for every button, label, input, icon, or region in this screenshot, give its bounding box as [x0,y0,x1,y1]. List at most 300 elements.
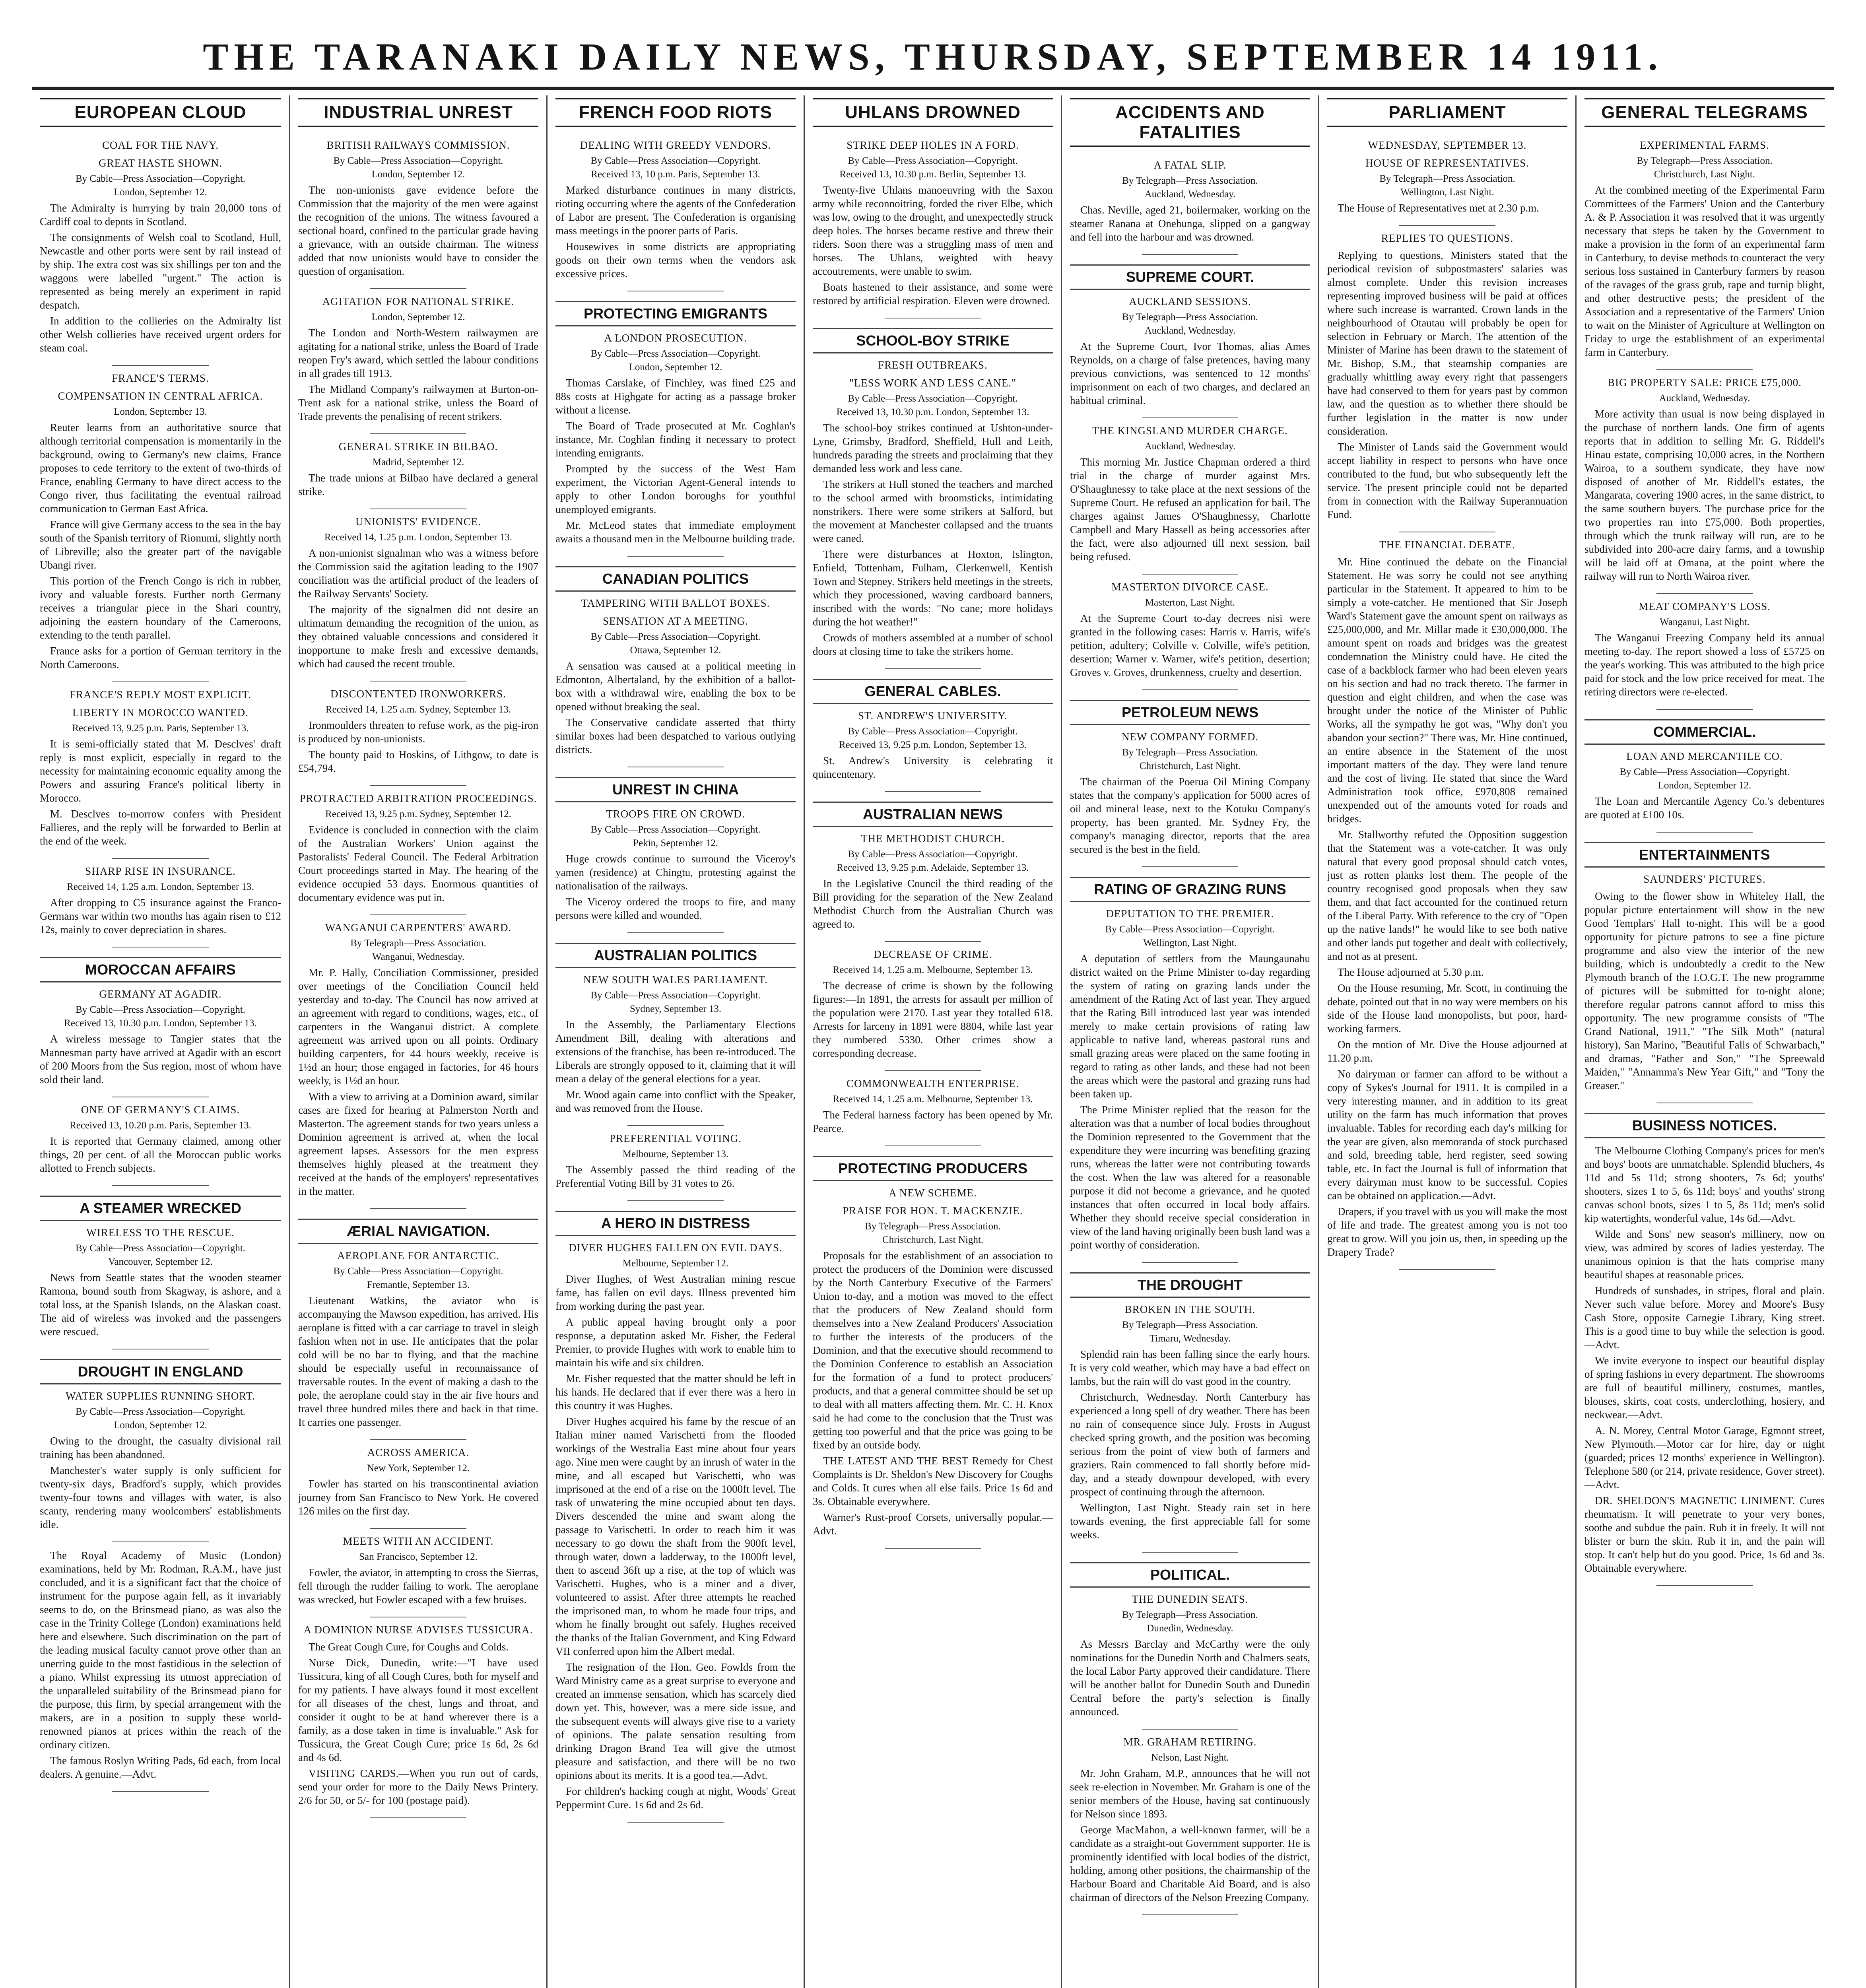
article-dateline: Christchurch, Last Night. [1139,761,1241,771]
article-subhead: WANGANUI CARPENTERS' AWARD. [325,922,512,934]
article-subhead: TAMPERING WITH BALLOT BOXES. [581,597,770,609]
article-subhead: DISCONTENTED IRONWORKERS. [330,688,506,700]
article-paragraph: The Admiralty is hurrying by train 20,000 tons of Cardiff coal to depots in Scotland. [40,202,281,227]
article-dateline: Received 13, 9.25 p.m. Adelaide, September 13. [837,862,1029,873]
article-headline: THE DROUGHT [1070,1272,1310,1298]
article-divider [370,1208,466,1209]
article-dateline: Melbourne, September 13. [622,1149,729,1159]
news-article [40,689,281,848]
article-paragraph: The Royal Academy of Music (London) examinations, held by Mr. Rodman, R.A.M., have just concluded, and it is a significant fact that the choice of instrument for the purpose again fell, as it invariably seems to do, on the Brinsmead piano, as was also the case in the Trinity College (London) examinations held here and elsewhere. Such discrimination on the part of the leading musical faculty cannot prove other than an unerring guide to the most fastidious in the selection of a piano. Whilst expressing its utmost appreciation of the unparalleled suitability of the Brinsmead piano for the purpose, this firm, by special arrangement with the makers, are in a position to supply these world-renowned pianos at prices within the reach of the ordinary citizen. [40,1549,281,1751]
article-divider [370,1439,466,1440]
article-headline: PETROLEUM NEWS [1070,700,1310,725]
article-dateline: Received 13, 10.30 p.m. Berlin, September 13. [839,169,1026,180]
article-divider [885,1548,981,1549]
news-article [40,1359,281,1531]
article-paragraph: The bounty paid to Hoskins, of Lithgow, to date is £54,794. [298,749,538,774]
news-article [1070,264,1310,407]
article-byline: By Telegraph—Press Association. [1122,312,1258,322]
column-heading: INDUSTRIAL UNREST [298,98,538,127]
article-dateline: London, September 12. [1658,780,1751,791]
article-paragraph: Mr. Wood again came into conflict with the Speaker, and was removed from the House. [555,1089,796,1114]
article-headline: DROUGHT IN ENGLAND [40,1359,281,1384]
news-article [1327,232,1567,521]
article-subhead: ST. ANDREW'S UNIVERSITY. [858,710,1008,722]
article-paragraph: No dairyman or farmer can afford to be without a copy of Sykes's Journal for 1911. It is compiled in a very interesting manner, and in addition to its great utility on the farm has much information that proves invaluable. Tables for recording each day's milking for the year are given, also memoranda of stock purchased and sold, breeding table, herd register, seed sowing table, etc. In fact the Journal is full of information that every dairyman must know to be successful. Copies can be obtained on application.—Advt. [1327,1068,1567,1202]
article-paragraph: The Midland Company's railwaymen at Burton-on-Trent ask for a national strike, unless the Board of Trade prevents the penalising of recent strikers. [298,383,538,422]
article-dateline: London, September 12. [629,362,722,373]
article-paragraph: DR. SHELDON'S MAGNETIC LINIMENT. Cures rheumatism. It will penetrate to your very bones, soothe and subdue the pain. Rub it in freely. It will not blister or burn the skin. Rub it in, and the pain will stop. It can't help but do you good. Price, 1s 6d and 3s. Obtainable everywhere. [1584,1495,1825,1574]
article-divider [1399,1269,1495,1270]
article-headline: BUSINESS NOTICES. [1584,1113,1825,1138]
news-article [1584,719,1825,821]
article-paragraph: It is semi-officially stated that M. Desclves' draft reply is most explicit, especially in regard to the necessity for maintaining economic equality among the Powers and assuring France's political liberty in Morocco. [40,738,281,804]
article-subhead: FRANCE'S REPLY MOST EXPLICIT. [70,689,251,701]
article-divider [627,1822,724,1823]
article-dateline: Masterton, Last Night. [1145,597,1235,608]
article-dateline: Wanganui, Last Night. [1660,617,1749,627]
article-byline: By Cable—Press Association—Copyright. [848,393,1018,404]
news-column [804,95,1061,1988]
article-paragraph: The Minister of Lands said the Government would accept liability in respect to persons who have once contributed to the fund, but who subsequently left the service. The present principle could not be departed from in connection with the Railway Superannuation Fund. [1327,441,1567,520]
article-byline: By Telegraph—Press Association. [1379,173,1515,184]
article-paragraph: Fowler, the aviator, in attempting to cross the Sierras, fell through the rudder failing to work. The aeroplane was wrecked, but Fowler escaped with a few bruises. [298,1567,538,1606]
column-heading: PARLIAMENT [1327,98,1567,127]
article-paragraph: Thomas Carslake, of Finchley, was fined £25 and 88s costs at Highgate for acting as a passage broker without a license. [555,377,796,416]
column-heading: UHLANS DROWNED [813,98,1053,127]
article-dateline: Christchurch, Last Night. [1654,169,1755,180]
article-paragraph: Drapers, if you travel with us you will make the most of life and trade. The greatest among you is not too great to grow. Will you join us, then, in speeding up the Drapery Trade? [1327,1206,1567,1258]
article-paragraph: M. Desclves to-morrow confers with President Fallieres, and the reply will be forwarded to Berlin at the end of the week. [40,808,281,847]
article-divider [627,1125,724,1126]
article-subhead: GREAT HASTE SHOWN. [99,157,222,169]
article-headline: SCHOOL-BOY STRIKE [813,328,1053,353]
news-article [298,516,538,670]
article-paragraph: As Messrs Barclay and McCarthy were the only nominations for the Dunedin North and Chalmers seats, the local Labor Party approved their candidature. There will be another ballot for Dunedin South and Dunedin Central before the party's selection is finally announced. [1070,1638,1310,1718]
news-article [298,441,538,498]
article-dateline: London, September 12. [114,187,207,198]
article-divider [370,288,466,289]
article-subhead: WEDNESDAY, SEPTEMBER 13. [1368,139,1527,151]
article-paragraph: At the Supreme Court, Ivor Thomas, alias Ames Reynolds, on a charge of false pretences, having many previous convictions, was sentenced to 12 months' imprisonment on each of two charges, and declared an habitual criminal. [1070,340,1310,406]
article-subhead: MASTERTON DIVORCE CASE. [1111,581,1269,593]
article-paragraph: France asks for a portion of German territory in the North Cameroons. [40,645,281,670]
column-heading: ACCIDENTS AND FATALITIES [1070,98,1310,147]
article-paragraph: Fowler has started on his transcontinental aviation journey from San Francisco to New York. He covered 126 miles on the first day. [298,1478,538,1517]
article-dateline: Wellington, Last Night. [1400,187,1494,198]
article-byline: By Cable—Press Association—Copyright. [1619,767,1790,777]
article-paragraph: More activity than usual is now being displayed in the purchase of northern lands. One firm of agents reports that in addition to selling Mr. G. Riddell's Hinau estate, comprising 10,000 acres, in the Northern Wairoa, to a southern syndicate, they have now disposed of another of Mr. Riddell's estates, the Mangarata, covering 1900 acres, in the same district, to the same southern buyers. The purchase price for the two properties ran into £75,000. Both properties, through which the trunk railway will run, are to be subdivided into 200-acre dairy farms, and a township will be laid off at Omana, at the point where the railway will run to North Wairoa river. [1584,408,1825,582]
article-paragraph: Christchurch, Wednesday. North Canterbury has experienced a long spell of dry weather. There has been no rain of consequence since July. Frosts in August checked spring growth, and the position was becoming serious from the point of view both of farmers and graziers. Rain commenced to fall shortly before mid-day, and a steady downpour developed, with every prospect of continuing through the afternoon. [1070,1391,1310,1498]
article-subhead: LOAN AND MERCANTILE CO. [1626,750,1783,762]
news-article [555,1132,796,1190]
news-article [298,1624,538,1807]
article-subhead: BIG PROPERTY SALE: PRICE £75,000. [1608,377,1802,388]
article-byline: By Cable—Press Association—Copyright. [75,1004,246,1015]
article-paragraph: The chairman of the Poerua Oil Mining Company states that the company's application for 5000 acres of oil and mineral lease, next to the Kotuku Company's property, has been granted. Mr. Sydney Fry, the company's managing director, reports that the area secured is the best in the field. [1070,776,1310,855]
article-divider [627,932,724,933]
article-headline: COMMERCIAL. [1584,719,1825,745]
article-paragraph: France will give Germany access to the sea in the bay south of the Spanish territory of Rionumi, slightly north of Libreville; also the greater part of the navigable Ubangi river. [40,518,281,571]
article-paragraph: Twenty-five Uhlans manoeuvring with the Saxon army while reconnoitring, forded the river Elbe, which was low, owing to the drought, and unexpectedly struck deep holes. The horses became restive and threw their riders. Soon there was a struggling mass of men and horses. The Uhlans, weighted with heavy accoutrements, were unable to swim. [813,184,1053,277]
article-dateline: London, September 12. [114,1420,207,1431]
article-dateline: London, September 13. [114,406,207,417]
article-subhead: WIRELESS TO THE RESCUE. [86,1227,235,1239]
article-byline: By Cable—Press Association—Copyright. [75,1243,246,1254]
article-paragraph: Manchester's water supply is only sufficient for twenty-six days, Bradford's supply, which provides twenty-four towns and villages with water, is also scanty, rendering many woolcombers' establishments idle. [40,1464,281,1530]
news-article [1584,842,1825,1092]
article-subhead: SENSATION AT A MEETING. [602,615,749,627]
article-dateline: Received 14, 1.25 a.m. London, September 13. [67,881,254,892]
news-article [1070,425,1310,563]
article-paragraph: In addition to the collieries on the Admiralty list other Welsh collieries have received urgent orders for steam coal. [40,315,281,354]
column-heading: GENERAL TELEGRAMS [1584,98,1825,127]
news-article [1070,1272,1310,1541]
article-dateline: Received 14, 1.25 a.m. Sydney, September 13. [325,704,511,715]
article-paragraph: News from Seattle states that the wooden steamer Ramona, bound south from Skagway, is ashore, and a total loss, at the Spanish Islands, on the Alaskan coast. The aid of wireless was invoked and the passengers were rescued. [40,1272,281,1338]
article-headline: RATING OF GRAZING RUNS [1070,877,1310,902]
news-article [40,1196,281,1338]
article-paragraph: The London and North-Western railwaymen are agitating for a national strike, unless the Board of Trade reopen Fry's award, which settled the labour conditions in all grades till 1913. [298,327,538,379]
article-headline: AUSTRALIAN NEWS [813,802,1053,827]
article-paragraph: The consignments of Welsh coal to Scotland, Hull, Newcastle and other ports were sent by rail instead of by ship. The extra cost was six shillings per ton and the waggons were labelled "urgent." The action is represented as being merely an experiment in rapid despatch. [40,231,281,311]
article-paragraph: Crowds of mothers assembled at a number of school doors at closing time to take the strikers home. [813,632,1053,657]
article-byline: By Telegraph—Press Association. [350,938,486,949]
article-divider [1142,689,1238,690]
article-byline: By Telegraph—Press Association. [1122,747,1258,758]
article-subhead: COMMONWEALTH ENTERPRISE. [846,1077,1019,1089]
article-headline: A HERO IN DISTRESS [555,1211,796,1236]
news-column [546,95,804,1988]
article-paragraph: Huge crowds continue to surround the Viceroy's yamen (residence) at Chingtu, protesting against the nationalisation of the railways. [555,853,796,892]
article-divider [1142,1914,1238,1915]
article-byline: By Cable—Press Association—Copyright. [590,348,761,359]
news-column [1318,95,1575,1988]
article-paragraph: The school-boy strikes continued at Ushton-under-Lyne, Grimsby, Bradford, Sheffield, Hull and Leith, hundreds parading the streets and proclaiming that they demanded less work and less cane. [813,422,1053,474]
article-subhead: BROKEN IN THE SOUTH. [1124,1303,1256,1315]
article-subhead: GERMANY AT AGADIR. [99,988,222,1000]
article-byline: By Cable—Press Association—Copyright. [590,631,761,642]
article-divider [112,681,209,682]
news-article [555,566,796,756]
news-article [1070,1562,1310,1718]
article-paragraph: Mr. Hine continued the debate on the Financial Statement. He was sorry he could not see anything particular in the Statement. It appeared to him to be simply a vote-catcher. He mentioned that Sir Joseph Ward's Statement gave the amount spent on railways as £25,000,000, and Mr. Millar made it £30,000,000. The amount spent on roads and bridges was the greatest condemnation the Ministry could have. He cited the case of a backblock farmer who had been eleven years on his section and had no track thereto. The farmer in question and eight children, and when the case was brought under the notice of the Minister of Public Works, all the sympathy he got was, "Why don't you abandon your section?" There was, Mr. Hine continued, an entire absence in the Statement of the most important matters of the day. They were land tenure and the cost of living. He stated that since the Ward Administration took office, £970,808 remained unexpended out of the amounts voted for roads and bridges. [1327,556,1567,825]
article-subhead: PREFERENTIAL VOTING. [610,1132,742,1144]
article-divider [1656,709,1753,710]
news-article [298,1219,538,1429]
article-divider [627,1200,724,1201]
article-divider [885,941,981,942]
article-paragraph: Diver Hughes acquired his fame by the rescue of an Italian miner named Varischetti from the flooded workings of the Westralia East mine about four years ago. Nine men were caught by an inrush of water in the mine, and all escaped but Varischetti, who was imprisoned at the end of a rise on the 1000ft level. The task of unwatering the mine occupied about ten days. Divers descended the mine and swam along the passage to Varischetti. In order to reach him it was necessary to go down the shaft from the 900ft level, through water, down a ladderway, to the 1000ft level, then to ascend 36ft up a rise, at the top of which was Varischetti. Hughes, who is a miner and a diver, volunteered to assist. After three attempts he reached the imprisoned man, to whom he made four trips, and whom he finally brought out safely. Hughes received the thanks of the Italian Government, and King Edward VII conferred upon him the Albert medal. [555,1415,796,1657]
article-paragraph: Warner's Rust-proof Corsets, universally popular.—Advt. [813,1511,1053,1537]
article-subhead: HOUSE OF REPRESENTATIVES. [1365,157,1530,169]
article-divider [112,858,209,859]
article-byline: By Cable—Press Association—Copyright. [848,849,1018,860]
article-headline: CANADIAN POLITICS [555,566,796,592]
article-paragraph: The Federal harness factory has been opened by Mr. Pearce. [813,1109,1053,1134]
article-subhead: MR. GRAHAM RETIRING. [1123,1736,1257,1748]
article-paragraph: Owing to the drought, the casualty divisional rail training has been abandoned. [40,1435,281,1460]
article-divider [1142,1552,1238,1553]
newspaper-title: THE TARANAKI DAILY NEWS, THURSDAY, SEPTEMBER 14 1911. [203,35,1663,78]
article-subhead: DEALING WITH GREEDY VENDORS. [580,139,771,151]
column-heading: EUROPEAN CLOUD [40,98,281,127]
article-paragraph: In the Legislative Council the third reading of the Bill providing for the separation of the New Zealand Methodist Church from the Australian Church was agreed to. [813,878,1053,930]
article-paragraph: A. N. Morey, Central Motor Garage, Egmont street, New Plymouth.—Motor car for hire, day or night (guarded; prices 12 months' experience in Wellington). Telephone 580 (or 214, private residence, Gover street).—Advt. [1584,1425,1825,1491]
article-paragraph: Wilde and Sons' new season's millinery, now on view, was admired by scores of ladies yesterday. The unanimous opinion is that the hats comprise many beautiful shapes at reasonable prices. [1584,1228,1825,1281]
article-paragraph: The Conservative candidate asserted that thirty similar boxes had been despatched to various outlying districts. [555,716,796,755]
article-subhead: A DOMINION NURSE ADVISES TUSSICURA. [303,1624,533,1636]
article-byline: By Telegraph—Press Association. [1637,155,1773,166]
article-paragraph: Prompted by the success of the West Ham experiment, the Victorian Agent-General intends to apply to other London boroughs for youthful unemployed emigrants. [555,463,796,515]
article-dateline: Fremantle, September 13. [367,1279,470,1290]
article-dateline: Received 14, 1.25 a.m. Melbourne, September 13. [833,1094,1033,1105]
article-paragraph: The famous Roslyn Writing Pads, 6d each, from local dealers. A genuine.—Advt. [40,1755,281,1780]
news-article [298,688,538,775]
article-divider [885,668,981,669]
article-byline: By Cable—Press Association—Copyright. [590,824,761,835]
article-subhead: GENERAL STRIKE IN BILBAO. [338,441,498,452]
article-paragraph: The House of Representatives met at 2.30 p.m. [1338,202,1539,214]
article-dateline: Wanganui, Wednesday. [372,951,465,962]
article-divider [1656,593,1753,594]
article-subhead: TROOPS FIRE ON CROWD. [606,808,745,820]
article-subhead: REPLIES TO QUESTIONS. [1381,232,1514,244]
news-article [298,792,538,904]
article-paragraph: After dropping to C5 insurance against the Franco-Germans war within two months has again risen to £12 12s, mainly to cover depreciation in shares. [40,897,281,936]
article-byline: By Cable—Press Association—Copyright. [848,726,1018,737]
article-paragraph: There were disturbances at Hoxton, Islington, Enfield, Tottenham, Fulham, Clerkenwell, Kentish Town and Stepney. Strikers held meetings in the streets, which they processioned, waving cardboard banners, inscribed with the words: "No cane; more holidays during the hot weather!" [813,548,1053,628]
article-subhead: THE DUNEDIN SEATS. [1132,1593,1249,1605]
article-paragraph: The majority of the signalmen did not desire an ultimatum demanding the recognition of the union, as they obtained valuable concessions and considered it inopportune to make fresh and excessive demands, which had caused the recent trouble. [298,604,538,670]
news-article [813,1156,1053,1538]
news-article [555,1211,796,1811]
article-subhead: "LESS WORK AND LESS CANE." [849,377,1017,389]
article-paragraph: The Assembly passed the third reading of the Preferential Voting Bill by 31 votes to 26. [555,1164,796,1189]
article-subhead: A FATAL SLIP. [1153,159,1227,171]
article-divider [112,1185,209,1186]
news-article [298,1535,538,1606]
article-byline: By Cable—Press Association—Copyright. [333,1266,503,1277]
article-subhead: THE KINGSLAND MURDER CHARGE. [1092,425,1288,437]
article-subhead: THE METHODIST CHURCH. [861,833,1005,845]
article-headline: GENERAL CABLES. [813,679,1053,704]
article-dateline: Received 14, 1.25 p.m. London, September 13. [324,532,513,543]
article-divider [885,1145,981,1146]
article-byline: By Cable—Press Association—Copyright. [75,1406,246,1417]
article-paragraph: The non-unionists gave evidence before the Commission that the majority of the men were against the recognition of the unions. The witness favoured a sectional board, confined to the particular grade having a grievance, with an outside chairman. The witness added that now unionists would have to consider the question of organisation. [298,184,538,277]
article-paragraph: Mr. McLeod states that immediate employment awaits a thousand men in the Melbourne building trade. [555,519,796,545]
article-paragraph: The House adjourned at 5.30 p.m. [1338,966,1484,978]
article-byline: By Cable—Press Association—Copyright. [590,155,761,166]
article-paragraph: The Great Cough Cure, for Coughs and Colds. [309,1641,509,1653]
news-article [40,139,281,355]
article-paragraph: Hundreds of sunshades, in stripes, floral and plain. Never such value before. Morey and Moore's Busy Cash Store, opposite Carnegie Library, King street. This is a good time to buy while the selection is good.—Advt. [1584,1285,1825,1351]
news-article [40,957,281,1086]
news-article [1070,159,1310,244]
article-dateline: Received 14, 1.25 a.m. Melbourne, September 13. [833,965,1033,975]
article-paragraph: It is reported that Germany claimed, among other things, 20 per cent. of all the Moroccan public works allotted to French subjects. [40,1135,281,1174]
article-paragraph: Reuter learns from an authoritative source that although territorial compensation is momentarily in the background, owing to Germany's new claims, France proposes to cede territory to the extent of two-thirds of France, enabling Germany to have direct access to the Congo river, thus facilitating the eventual railroad communication to German East Africa. [40,421,281,514]
news-article [813,948,1053,1060]
article-divider [370,1817,466,1818]
news-article [40,372,281,671]
article-paragraph: In the Assembly, the Parliamentary Elections Amendment Bill, dealing with alterations and extensions of the franchise, has been re-introduced. The Liberals are strongly opposed to it, claiming that it will mean a delay of the general elections for a year. [555,1019,796,1085]
article-subhead: FRANCE'S TERMS. [112,372,209,384]
article-paragraph: Proposals for the establishment of an association to protect the producers of the Dominion were discussed by the North Canterbury Executive of the Farmers' Union to-day, and a motion was moved to the effect that the producers of New Zealand should form themselves into a New Zealand Producers' Association to further the interests of the producers of the Dominion, and that the executive should recommend to the Dominion Conference to establish an Association for the formation of a fund to protect producers' products, and that a general committee should be set up to deal with all matters affecting them. Mr. C. H. Knox said he had come to the conclusion that the Trust was getting too powerful and that the price was going to be fixed by an outside body. [813,1250,1053,1451]
news-article [40,1104,281,1175]
article-byline: By Telegraph—Press Association. [1122,1320,1258,1330]
article-byline: By Cable—Press Association—Copyright. [1105,924,1275,935]
article-divider [1142,574,1238,575]
article-paragraph: The Loan and Mercantile Agency Co.'s debentures are quoted at £100 10s. [1584,795,1825,821]
article-paragraph: A public appeal having brought only a poor response, a deputation asked Mr. Fisher, the Federal Premier, to provide Hughes with work to enable him to maintain his wife and six children. [555,1316,796,1369]
article-dateline: Madrid, September 12. [372,457,464,468]
article-divider [112,1541,209,1542]
article-paragraph: With a view to arriving at a Dominion award, similar cases are fixed for hearing at Palmerston North and Masterton. The agreement stands for two years unless a Dominion agreement is arrived at, when the local agreement lapses. Assessors for the men express themselves highly pleased at the treatment they received at the hands of the employers' representatives in the matter. [298,1091,538,1197]
article-divider [370,1528,466,1529]
article-subhead: SAUNDERS' PICTURES. [1643,873,1766,885]
article-paragraph: Mr. Stallworthy refuted the Opposition suggestion that the Statement was a vote-catcher. It was only natural that every good proposal should catch votes, just as rotten planks lost them. The people of the country recognised good proposals when they saw them, and that fact accounted for the continued return of the Liberal Party. With reference to the cry of "Open up the native lands!" he would like to see both native and other lands put together and dealt with collectively, and not as at present. [1327,829,1567,962]
article-headline: ÆRIAL NAVIGATION. [298,1219,538,1244]
article-paragraph: St. Andrew's University is celebrating it quincentenary. [813,755,1053,780]
article-dateline: Received 13, 10.30 p.m. London, September 13. [64,1018,257,1029]
article-paragraph: Splendid rain has been falling since the early hours. It is very cold weather, which may have a bad effect on lambs, but the rain will do vast good in the country. [1070,1348,1310,1387]
article-paragraph: We invite everyone to inspect our beautiful display of spring fashions in every department. The showrooms are full of beautiful millinery, costumes, mantles, blouses, skirts, coat costs, underclothing, hosiery, and neckwear.—Advt. [1584,1355,1825,1421]
article-dateline: Wellington, Last Night. [1143,938,1237,948]
article-subhead: STRIKE DEEP HOLES IN A FORD. [847,139,1019,151]
article-dateline: London, September 12. [371,312,465,322]
article-paragraph: Replying to questions, Ministers stated that the periodical revision of subpostmasters' salaries was almost complete. Under this revision increases representing improved business will be paid at offices where such increase is warranted. Crown lands in the neighbourhood of Otautau will probably be open for selection in February or March. The attention of the Minister of Marine has been drawn to the statement of Mr. Bishop, S.M., that steamship companies are gradually whittling away every right that passengers have had conserved to them for years past by common law, and the question as to whether there should be further legislation in the matter is now under consideration. [1327,249,1567,437]
article-paragraph: The resignation of the Hon. Geo. Fowlds from the Ward Ministry came as a great surprise to everyone and created an immense sensation, which has scarcely died down yet. This, however, was a mere side issue, and the subsequent events will always give rise to a variety of opinions. The palate sensation resulting from drinking Dragon Brand Tea will give the utmost pleasure and satisfaction, and there will be no two opinions about its merits. It is a good tea.—Advt. [555,1661,796,1781]
article-paragraph: Marked disturbance continues in many districts, rioting occurring where the agents of the Confederation of Labor are present. The Confederation is organising mass meetings in the poorer parts of Paris. [555,184,796,237]
news-article [1584,139,1825,359]
article-headline: MOROCCAN AFFAIRS [40,957,281,982]
article-paragraph: Mr. John Graham, M.P., announces that he will not seek re-election in November. Mr. Graham is one of the senior members of the House, having sat continuously for Nelson since 1893. [1070,1767,1310,1820]
masthead [32,31,1834,90]
article-paragraph: Wellington, Last Night. Steady rain set in here towards evening, the first appreciable fall for some weeks. [1070,1502,1310,1541]
article-subhead: ONE OF GERMANY'S CLAIMS. [81,1104,240,1116]
column-heading: FRENCH FOOD RIOTS [555,98,796,127]
news-article [1584,377,1825,583]
column-container [32,95,1834,1988]
article-paragraph: At the Supreme Court to-day decrees nisi were granted in the following cases: Harris v. Harris, wife's petition, adultery; Colville v. Colville, wife's petition, desertion; Warner v. Warner, wife's petition, desertion; Groves v. Groves, drunkenness, cruelty and desertion. [1070,612,1310,678]
article-paragraph: The Board of Trade prosecuted at Mr. Coghlan's instance, Mr. Coghlan finding it necessary to protect intending emigrants. [555,420,796,459]
article-paragraph: The Prime Minister replied that the reason for the alteration was that a number of local bodies throughout the Dominion represented to the Government that the expenditure they were incurring was benefiting grazing runs, whereas the latter were not contributing towards the cost. When the law was altered for a reasonable purpose it did not become a grievance, and he quoted instances that often occurred in local body affairs. Whether they should receive special consideration in view of the land having originally been bush land was a point worthy of consideration. [1070,1104,1310,1251]
article-paragraph: Boats hastened to their assistance, and some were restored by artificial respiration. Eleven were drowned. [813,281,1053,307]
article-paragraph: Mr. Fisher requested that the matter should be left in his hands. He declared that if ever there was a hero in this country it was Hughes. [555,1373,796,1411]
news-article [555,943,796,1115]
article-subhead: MEETS WITH AN ACCIDENT. [343,1535,494,1547]
article-paragraph: On the House resuming, Mr. Scott, in continuing the debate, pointed out that in no way were members on his side of the House land monopolists, but poor, hard-working farmers. [1327,982,1567,1035]
news-article [298,922,538,1198]
news-article [1070,1736,1310,1904]
news-article [40,1549,281,1781]
article-paragraph: The Viceroy ordered the troops to fire, and many persons were killed and wounded. [555,896,796,921]
article-paragraph: A wireless message to Tangier states that the Mannesman party have arrived at Agadir with an escort of 200 Moors from the Sus region, most of whom have sold their land. [40,1033,281,1085]
article-divider [1656,1585,1753,1586]
article-divider [370,914,466,915]
article-dateline: San Francisco, September 12. [359,1551,478,1562]
article-headline: PROTECTING EMIGRANTS [555,301,796,326]
article-dateline: Received 13, 10.30 p.m. London, September 13. [836,407,1029,417]
article-paragraph: On the motion of Mr. Dive the House adjourned at 11.20 p.m. [1327,1039,1567,1064]
news-article [1070,877,1310,1252]
article-subhead: DIVER HUGHES FALLEN ON EVIL DAYS. [569,1242,783,1254]
article-divider [627,556,724,557]
article-divider [885,791,981,792]
article-divider [1142,254,1238,255]
article-paragraph: A sensation was caused at a political meeting in Edmonton, Albertaland, by the exhibition of a ballot-box with a withdrawal wire, enabling the box to be opened without breaking the seal. [555,660,796,712]
article-paragraph: Mr. P. Hally, Conciliation Commissioner, presided over meetings of the Conciliation Council held yesterday and to-day. The Council has now arrived at an agreement with regard to conditions, wages, etc., of carpenters in the Wanganui district. A complete agreement was arrived upon on all points. Ordinary building carpenters, for 44 hours weekly, receive is 1½d an hour; those engaged in factories, for 46 hours weekly, is 1½d an hour. [298,967,538,1087]
news-article [1070,581,1310,679]
article-headline: UNREST IN CHINA [555,777,796,802]
article-paragraph: The decrease of crime is shown by the following figures:—In 1891, the arrests for assault per million of the population were 2170. Last year they totalled 618. Arrests for larceny in 1891 were 8804, while last year they numbered 5330. Other crimes show a corresponding decrease. [813,980,1053,1059]
article-paragraph: The Wanganui Freezing Company held its annual meeting to-day. The report showed a loss of £5725 on the year's working. This was attributed to the high price paid for stock and the low price received for meat. The retiring directors were re-elected. [1584,632,1825,698]
article-subhead: AGITATION FOR NATIONAL STRIKE. [322,295,515,307]
article-subhead: DEPUTATION TO THE PREMIER. [1106,908,1274,920]
article-headline: SUPREME COURT. [1070,264,1310,290]
article-subhead: BRITISH RAILWAYS COMMISSION. [326,139,510,151]
article-subhead: AEROPLANE FOR ANTARCTIC. [337,1250,500,1262]
news-article [555,301,796,546]
article-dateline: Received 13, 10.20 p.m. Paris, September 13. [70,1120,251,1131]
article-subhead: FRESH OUTBREAKS. [878,359,988,371]
news-article [813,139,1053,307]
article-dateline: Timaru, Wednesday. [1150,1333,1231,1344]
article-headline: AUSTRALIAN POLITICS [555,943,796,968]
article-dateline: Vancouver, September 12. [108,1256,213,1267]
article-headline: A STEAMER WRECKED [40,1196,281,1221]
news-column [1575,95,1833,1988]
article-paragraph: At the combined meeting of the Experimental Farm Committees of the Farmers' Union and the Canterbury A. & P. Association it was resolved that it was urgently necessary that steps be taken by the Government to make a provision in the form of an experimental farm in Canterbury, to devise methods to counteract the very serious loss sustained in Canterbury farmers by reason of the ravages of the grass grub, rape and turnip blight, and other destructive pests; the president of the Association and a representative of the Farmers' Union to wait on the Minister of Agriculture at Wellington on Friday to urge the establishment of an experimental farm in Canterbury. [1584,184,1825,358]
news-article [813,679,1053,781]
news-article [813,328,1053,658]
article-divider [1656,369,1753,370]
news-article [1584,1113,1825,1575]
article-divider [370,785,466,786]
article-subhead: COAL FOR THE NAVY. [102,139,219,151]
article-dateline: Received 13, 9.25 p.m. Sydney, September 12. [325,809,511,819]
article-byline: By Cable—Press Association—Copyright. [333,155,503,166]
news-column [32,95,289,1988]
article-dateline: Ottawa, September 12. [630,645,721,656]
article-subhead: WATER SUPPLIES RUNNING SHORT. [66,1390,255,1402]
article-paragraph: Ironmoulders threaten to refuse work, as the pig-iron is produced by non-unionists. [298,719,538,745]
article-paragraph: Nurse Dick, Dunedin, write:—"I have used Tussicura, king of all Cough Cures, both for myself and for my patients. I have always found it most excellent for all diseases of the chest, lungs and throat, and consider it ought to be at hand wherever there is a family, as a dose taken in time is invaluable." Ask for Tussicura, the Great Cough Cure; price 1s 6d, 2s 6d and 4s 6d. [298,1657,538,1763]
article-subhead: A NEW SCHEME. [889,1187,977,1199]
article-divider [112,1791,209,1792]
article-dateline: Pekin, September 12. [633,838,718,848]
article-headline: ENTERTAINMENTS [1584,842,1825,868]
article-dateline: Auckland, Wednesday. [1659,393,1750,404]
article-paragraph: Evidence is concluded in connection with the claim of the Australian Workers' Union against the Pastoralists' Federal Council. The Federal Arbitration Court proceedings started in May. The hearing of the evidence occupied 53 days. Enormous quantities of documentary evidence was put in. [298,824,538,903]
news-article [813,1077,1053,1135]
article-dateline: Nelson, Last Night. [1151,1752,1229,1763]
article-paragraph: The strikers at Hull stoned the teachers and marched to the school armed with broomsticks, intimidating nonstrikers. There were some strikers at Salford, but the movement at Manchester collapsed and the truants were caned. [813,478,1053,544]
article-byline: By Cable—Press Association—Copyright. [590,990,761,1001]
article-subhead: A LONDON PROSECUTION. [604,332,747,344]
article-byline: By Telegraph—Press Association. [865,1221,1001,1232]
article-paragraph: A deputation of settlers from the Maungaunahu district waited on the Prime Minister to-day regarding the system of rating on grazing lands under the amendment of the Rating Act of last year. They argued that the Rating Bill introduced last year was intended merely to make certain provisions of rating law applicable to native land, whereas pastoral runs and small grazing areas were placed on the same footing in regard to rating as other lands, and these had not been the areas which were the pastoral and grazing runs had been taken up. [1070,953,1310,1100]
article-divider [1142,417,1238,418]
article-byline: By Telegraph—Press Association. [1122,175,1258,186]
article-paragraph: Diver Hughes, of West Australian mining rescue fame, has fallen on evil days. Illness prevented him from working during the past year. [555,1273,796,1312]
article-subhead: UNIONISTS' EVIDENCE. [355,516,481,528]
article-subhead: NEW SOUTH WALES PARLIAMENT. [583,974,768,986]
article-paragraph: The Melbourne Clothing Company's prices for men's and boys' boots are unmatchable. Splendid bluchers, 4s 11d and 5s 11d; strong shooters, 7s 6d; youths' shooters, sizes 1 to 5, 6s 11d; boys' and youths' strong canvas school boots, sizes 1 to 5, 8s 11d; men's solid kip watertights, wonderful value, 14s 6d.—Advt. [1584,1145,1825,1224]
article-subhead: SHARP RISE IN INSURANCE. [85,865,236,877]
news-article [555,777,796,922]
